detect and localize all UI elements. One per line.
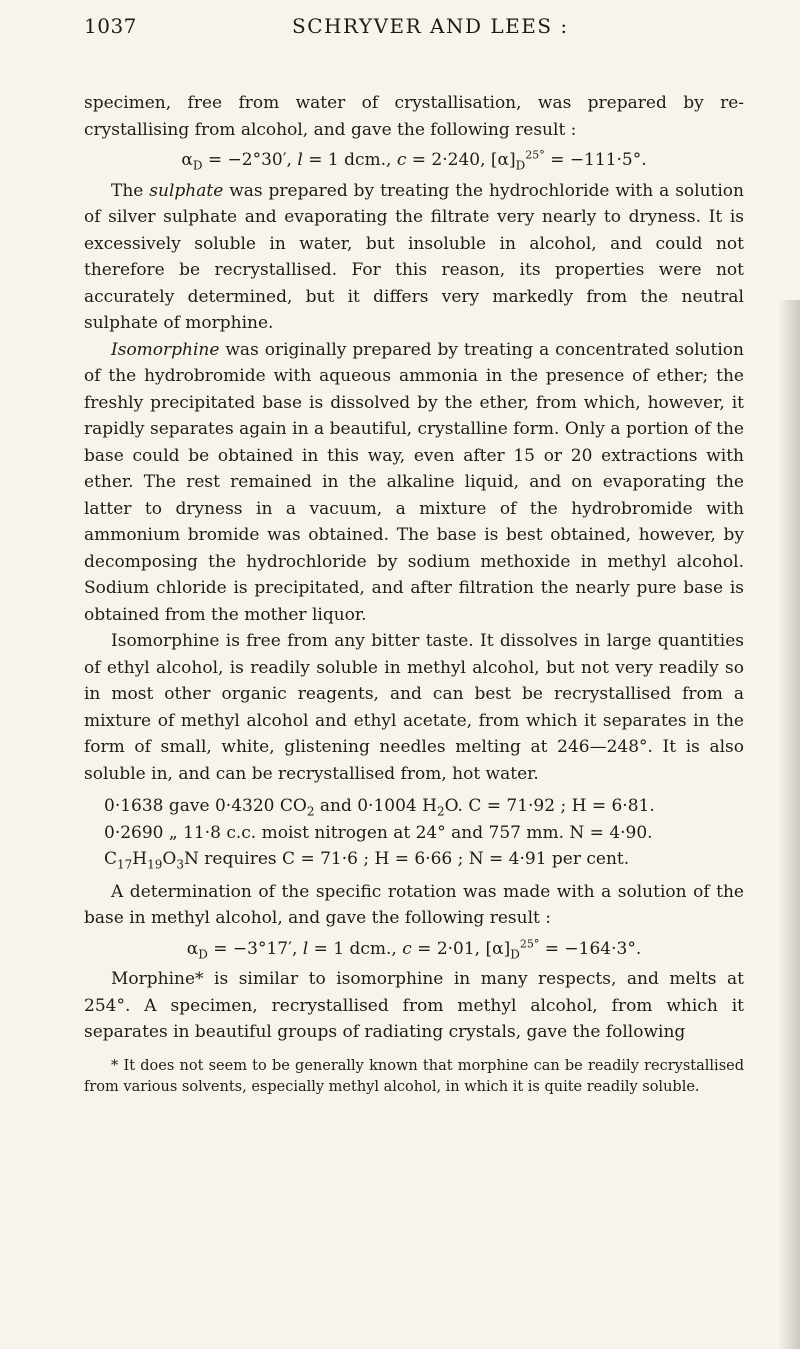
paragraph-rotation-determination: A determination of the specific rotation was made with a solution of the base in methyl alcohol, and gave the following result : [84, 881, 744, 928]
page-number: 1037 [84, 14, 137, 38]
paragraph-morphine: Morphine* is similar to isomorphine in many respects, and melts at 254°. A specimen, recrystallised from methyl alcohol, from which it separates in beautiful groups of radiating crystals, gave the following [84, 969, 744, 1042]
page-header [84, 14, 744, 48]
paragraph-sulphate-text: The sulphate was prepared by treating the hydrochloride with a solution of silver sulphate and evaporating the filtrate very nearly to dryness. It is excessively soluble in water, but insoluble in alcohol, and could not therefore be recrystallised. For this reason, its properties were not accurately determined, but it differs very markedly from the neutral sulphate of morphine. [84, 180, 744, 333]
paragraph-isomorphine-prep-text: Isomorphine was originally prepared by treating a concentrated solution of the hydrobromide with aqueous ammonia in the presence of ether; the freshly precipitated base is dissolved by the ether, from which, however, it rapidly separates again in a beautiful, crystalline form. Only a portion of the base could be obtained in this way, even after 15 or 20 extractions with ether. The rest remained in the alkaline liquid, and on evaporating the latter to dryness in a vacuum, a mixture of the hydrobromide with ammonium bromide was obtained. The base is best obtained, however, by decomposing the hydrochloride by sodium methoxide in methyl alcohol. Sodium chloride is precipitated, and after filtration the nearly pure base is obtained from the mother liquor. [84, 339, 744, 625]
page-edge-shadow [778, 300, 800, 1349]
term-italic: Isomorphine [111, 339, 220, 360]
footnote: * It does not seem to be generally known that morphine can be readily recrystallised from various solvents, especially methyl alcohol, in which it is quite readily soluble. [84, 1057, 744, 1095]
term-italic: sulphate [149, 180, 224, 201]
analysis-block [84, 793, 744, 873]
paragraph-specimen: specimen, free from water of crystallisation, was prepared by re-crystallising from alcohol, and gave the following result : [84, 93, 744, 140]
running-head: SCHRYVER AND LEES : [292, 14, 569, 38]
analysis-line-1: 0·1638 gave 0·4320 $CO_2$ and 0·1004 $H_2O$. C = 71·92 ; H = 6·81. [104, 796, 655, 819]
rotation-result-2: $\alpha_D = -3^\circ 17'$, l = 1 dcm., c = 2·01, $[\alpha]_D^{25^\circ} = -164\cdot 3^\circ$. [186, 936, 642, 961]
paragraph-isomorphine-prep [84, 337, 744, 629]
rotation-result-1: $\alpha_D = -2^\circ 30'$, l = 1 dcm., c = 2·240, $[\alpha]_D^{25^\circ} = -111\cdot 5^\circ$. [181, 148, 647, 173]
analysis-line-3: $C_{17}H_{19}O_3N$ requires C = 71·6 ; H = 6·66 ; N = 4·91 per cent. [104, 849, 630, 872]
paragraph-sulphate [84, 178, 744, 337]
paragraph-isomorphine-properties: Isomorphine is free from any bitter taste. It dissolves in large quantities of ethyl alcohol, is readily soluble in methyl alcohol, but not very readily so in most other organic reagents, and can best be recrystallised from a mixture of methyl alcohol and ethyl acetate, from which it separates in the form of small, white, glistening needles melting at 246—248°. It is also soluble in, and can be recrystallised from, hot water. [84, 631, 744, 784]
analysis-line-2: 0·2690 „ 11·8 c.c. moist nitrogen at 24° and 757 mm. N = 4·90. [104, 822, 653, 843]
body-text [84, 90, 744, 1098]
